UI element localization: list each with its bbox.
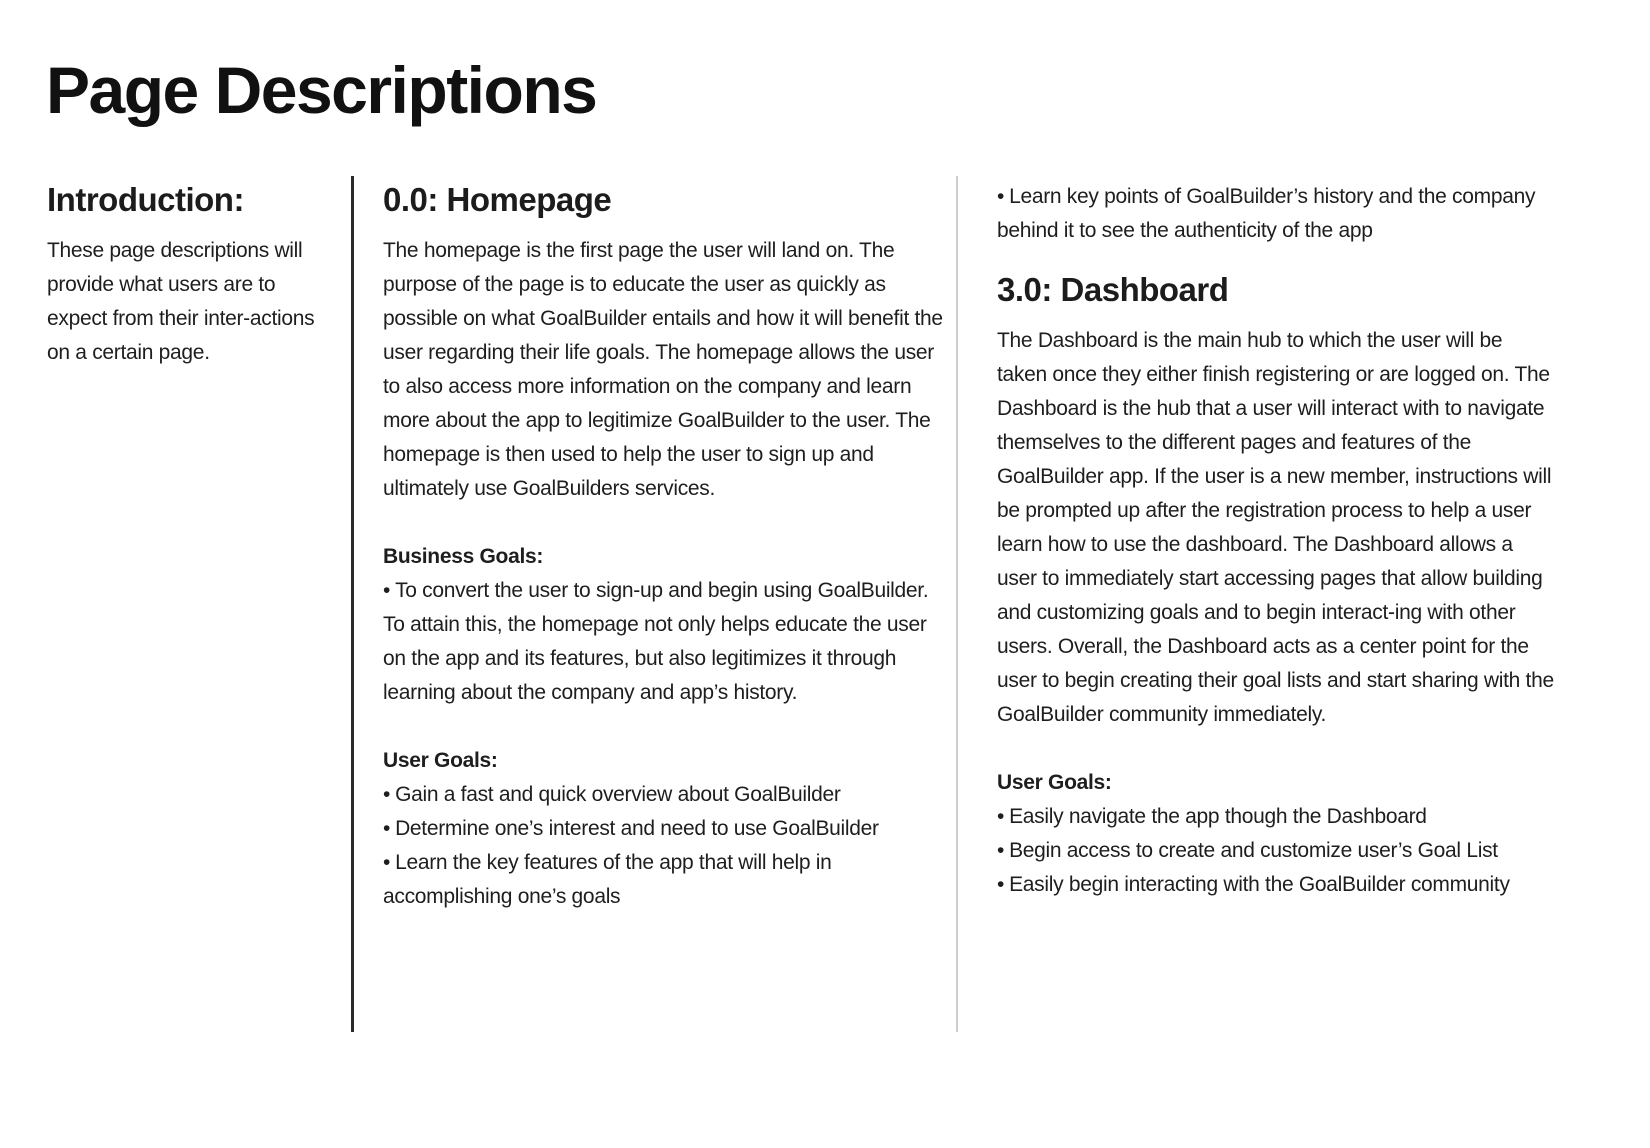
homepage-heading: 0.0: Homepage [383, 181, 612, 218]
dashboard-heading: 3.0: Dashboard [997, 271, 1229, 308]
dashboard-body: The Dashboard is the main hub to which the user will be taken once they either finish registering or are logged on. The Dashboard is the hub that a user will interact with to navigate themselves to the different pages and features of the GoalBuilder app. If the user is a new member, instructions will be prompted up after the registration process to help a user learn how to use the dashboard. The Dashboard allows a user to immediately start accessing pages that allow building and customizing goals and to begin interact-ing with other users. Overall, the Dashboard acts as a center point for the user to begin creating their goal lists and start sharing with the GoalBuilder community immediately. [997, 329, 1554, 726]
dashboard-user-goals-label: User Goals: [997, 771, 1112, 794]
page-title: Page Descriptions [46, 53, 597, 127]
homepage-user-goals-label: User Goals: [383, 749, 498, 772]
homepage-user-goals-list [383, 778, 943, 914]
introduction-body: These page descriptions will provide what users are to expect from their inter-actions on a certain page. [47, 239, 315, 364]
bullet-icon: • [997, 839, 1005, 862]
list-item: • Gain a fast and quick overview about GoalBuilder [383, 783, 841, 806]
homepage-business-goals-label: Business Goals: [383, 545, 544, 568]
homepage-section [383, 180, 943, 914]
homepage-body: The homepage is the first page the user will land on. The purpose of the page is to educate the user as quickly as possible on what GoalBuilder entails and how it will benefit the user regarding their life goals. The homepage allows the user to also access more information on the company and learn more about the app to legitimize GoalBuilder to the user. The homepage is then used to help the user to sign up and ultimately use GoalBuilders services. [383, 239, 943, 500]
dashboard-section [997, 180, 1557, 902]
introduction-section [47, 180, 317, 370]
bullet-icon: • [383, 817, 391, 840]
list-item: • To convert the user to sign-up and begin using GoalBuilder. To attain this, the homepage not only helps educate the user on the app and its features, but also legitimizes it through learning about the company and app’s history. [383, 579, 929, 704]
list-item: • Easily navigate the app though the Dashboard [997, 805, 1427, 828]
bullet-icon: • [383, 579, 391, 602]
column-divider-left [351, 176, 354, 1032]
dashboard-user-goals-list [997, 800, 1557, 902]
homepage-business-goals-list [383, 574, 943, 710]
introduction-heading: Introduction: [47, 181, 244, 218]
bullet-icon: • [997, 185, 1005, 208]
list-item: • Determine one’s interest and need to use GoalBuilder [383, 817, 879, 840]
bullet-icon: • [997, 805, 1005, 828]
bullet-icon: • [997, 873, 1005, 896]
list-item: • Easily begin interacting with the GoalBuilder community [997, 873, 1510, 896]
column-divider-right [956, 176, 958, 1032]
list-item: • Learn the key features of the app that will help in accomplishing one’s goals [383, 851, 832, 908]
list-item: • Begin access to create and customize user’s Goal List [997, 839, 1498, 862]
homepage-user-goals-list-continued [997, 180, 1557, 248]
bullet-icon: • [383, 783, 391, 806]
list-item: • Learn key points of GoalBuilder’s history and the company behind it to see the authenticity of the app [997, 185, 1536, 242]
bullet-icon: • [383, 851, 391, 874]
